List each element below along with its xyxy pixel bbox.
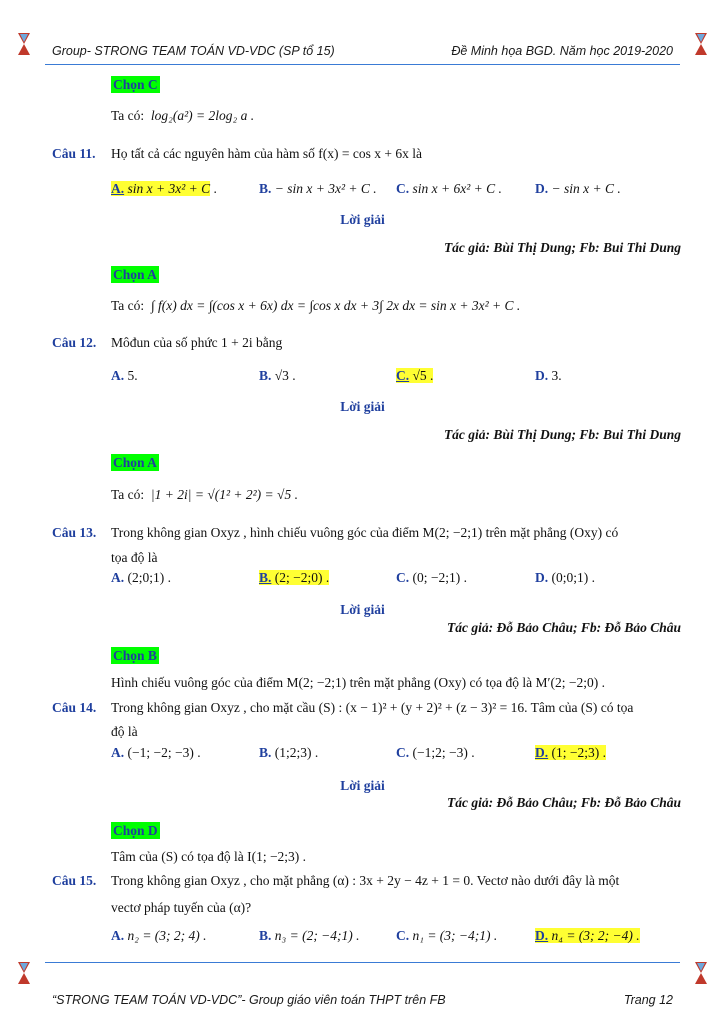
- q15-option-a[interactable]: A. n₂ = (3; 2; 4) .: [111, 928, 207, 943]
- q15-text-line2: vectơ pháp tuyến của (α)?: [111, 900, 252, 915]
- header-right: Đề Minh họa BGD. Năm học 2019-2020: [451, 44, 673, 58]
- q12-author: Tác giả: Bùi Thị Dung; Fb: Bui Thi Dung: [443, 427, 681, 442]
- footer-rule: [45, 962, 680, 963]
- q13-text-line1: Trong không gian Oxyz , hình chiếu vuông góc của điểm M(2; −2;1) trên mặt phẳng (Oxy) có: [111, 525, 619, 540]
- q13-option-c[interactable]: C. (0; −2;1) .: [396, 570, 467, 585]
- page-footer: [52, 993, 673, 1007]
- q13-option-b[interactable]: B. (2; −2;0) .: [259, 570, 330, 585]
- q14-solution: Tâm của (S) có tọa độ là I(1; −2;3) .: [111, 849, 307, 864]
- q13-author: Tác giả: Đỗ Bảo Châu; Fb: Đỗ Bảo Châu: [446, 620, 681, 635]
- q15-option-d[interactable]: D. n₄ = (3; 2; −4) .: [535, 928, 640, 943]
- q12-loi-giai: Lời giải: [340, 399, 385, 414]
- q15-text-line1: Trong không gian Oxyz , cho mặt phẳng (α) : 3x + 2y − 4z + 1 = 0. Vectơ nào dưới đây là một: [111, 873, 620, 888]
- q11-text: Họ tất cả các nguyên hàm của hàm số f(x) = cos x + 6x là: [111, 146, 422, 161]
- q11-loi-giai: Lời giải: [340, 212, 385, 227]
- q12-option-a[interactable]: A. 5.: [111, 368, 138, 383]
- q14-option-a[interactable]: A. (−1; −2; −3) .: [111, 745, 201, 760]
- q15-option-c[interactable]: C. n₁ = (3; −4;1) .: [396, 928, 498, 943]
- q10-chon: Chọn C: [113, 77, 158, 92]
- q12-option-b[interactable]: B. √3 .: [259, 368, 296, 383]
- q11-option-d[interactable]: D. − sin x + C .: [535, 181, 621, 196]
- q13-option-d[interactable]: D. (0;0;1) .: [535, 570, 595, 585]
- q13-chon: Chọn B: [113, 648, 157, 663]
- q12-option-d[interactable]: D. 3.: [535, 368, 562, 383]
- q12-option-c[interactable]: C. √5 .: [396, 368, 434, 383]
- q14-option-b[interactable]: B. (1;2;3) .: [259, 745, 319, 760]
- header-left: Group- STRONG TEAM TOÁN VD-VDC (SP tổ 15): [52, 44, 335, 58]
- q13-text-line2: tọa độ là: [111, 550, 158, 565]
- q15-option-b[interactable]: B. n₃ = (2; −4;1) .: [259, 928, 360, 943]
- q11-solution: Ta có: ∫ f(x) dx = ∫(cos x + 6x) dx = ∫cos x dx + 3∫ 2x dx = sin x + 3x² + C .: [111, 298, 521, 313]
- q13-option-a[interactable]: A. (2;0;1) .: [111, 570, 171, 585]
- hourglass-left-bottom-icon: [18, 962, 30, 984]
- q12-number: Câu 12.: [52, 335, 97, 350]
- q14-author: Tác giả: Đỗ Bảo Châu; Fb: Đỗ Bảo Châu: [446, 795, 681, 810]
- q10-solution: Ta có: log₂(a²) = 2log₂ a .: [111, 108, 255, 123]
- q11-author: Tác giả: Bùi Thị Dung; Fb: Bui Thi Dung: [443, 240, 681, 255]
- header-rule: [45, 64, 680, 65]
- q12-solution: Ta có: |1 + 2i| = √(1² + 2²) = √5 .: [111, 487, 298, 502]
- q13-number: Câu 13.: [52, 525, 97, 540]
- q15-number: Câu 15.: [52, 873, 97, 888]
- q11-chon: Chọn A: [113, 267, 157, 282]
- q12-chon: Chọn A: [113, 455, 157, 470]
- q14-loi-giai: Lời giải: [340, 778, 385, 793]
- q11-option-c[interactable]: C. sin x + 6x² + C .: [396, 181, 502, 196]
- page-header: [52, 44, 673, 58]
- q14-text-line2: độ là: [111, 724, 138, 739]
- q11-option-b[interactable]: B. − sin x + 3x² + C .: [259, 181, 377, 196]
- q14-number: Câu 14.: [52, 700, 97, 715]
- q14-option-c[interactable]: C. (−1;2; −3) .: [396, 745, 475, 760]
- q12-text: Môđun của số phức 1 + 2i bằng: [111, 335, 283, 350]
- hourglass-right-bottom-icon: [695, 962, 707, 984]
- q14-chon: Chọn D: [113, 823, 158, 838]
- q11-option-a[interactable]: A. sin x + 3x² + C .: [111, 181, 217, 196]
- q13-loi-giai: Lời giải: [340, 602, 385, 617]
- footer-left: “STRONG TEAM TOÁN VD-VDC”- Group giáo viên toán THPT trên FB: [52, 993, 446, 1007]
- q14-option-d[interactable]: D. (1; −2;3) .: [535, 745, 606, 760]
- hourglass-right-top-icon: [695, 33, 707, 55]
- q13-solution: Hình chiếu vuông góc của điểm M(2; −2;1) trên mặt phẳng (Oxy) có tọa độ là M′(2; −2;0) .: [111, 675, 605, 690]
- hourglass-left-top-icon: [18, 33, 30, 55]
- q14-text-line1: Trong không gian Oxyz , cho mặt cầu (S) : (x − 1)² + (y + 2)² + (z − 3)² = 16. Tâm của (S) có tọa: [111, 700, 634, 715]
- q11-number: Câu 11.: [52, 146, 96, 161]
- footer-page-number: Trang 12: [623, 993, 673, 1007]
